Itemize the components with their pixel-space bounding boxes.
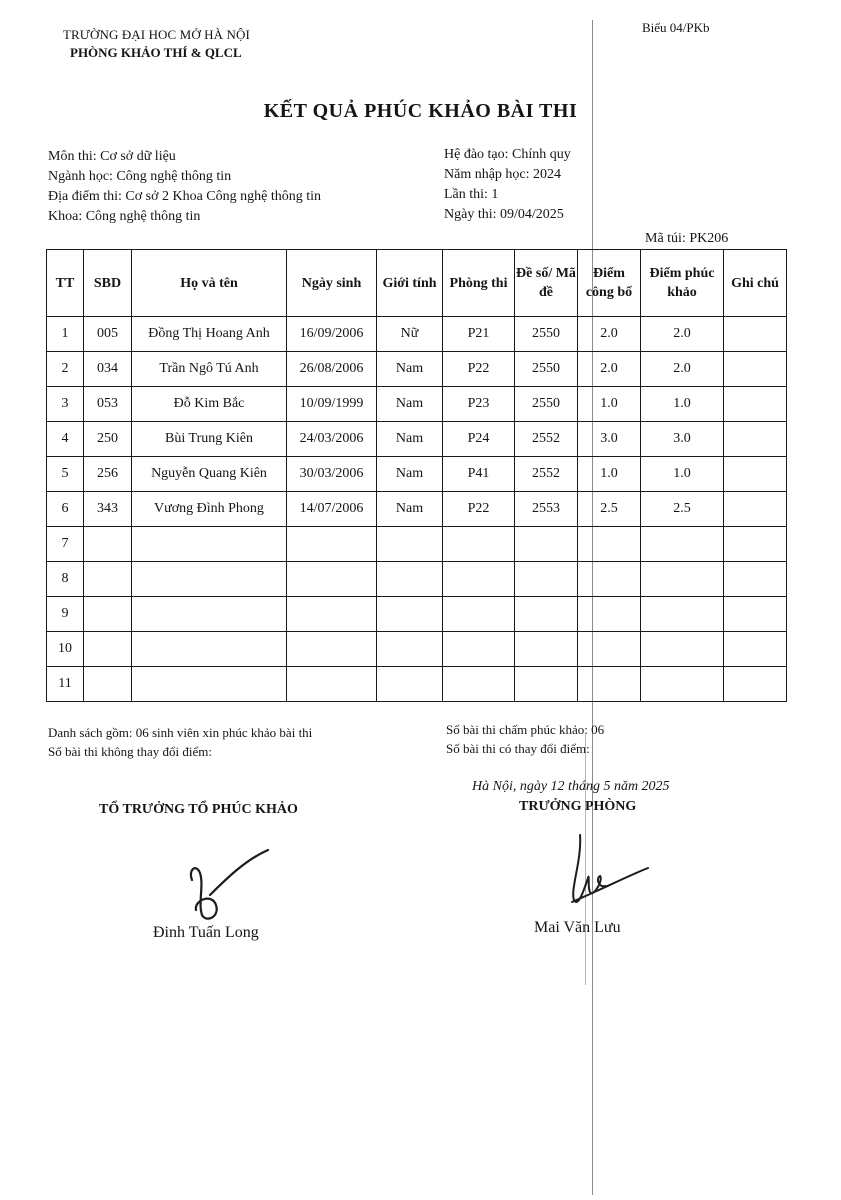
cell-published-score: 2.0 — [578, 352, 641, 387]
cell-gender — [377, 632, 443, 667]
cell-tt: 2 — [47, 352, 84, 387]
cell-exam-room: P21 — [443, 317, 515, 352]
cell-tt: 8 — [47, 562, 84, 597]
left-signer-name: Đinh Tuấn Long — [153, 924, 259, 941]
form-code: Biểu 04/PKb — [642, 20, 710, 35]
cell-birth-date: 30/03/2006 — [287, 457, 377, 492]
cell-published-score: 3.0 — [578, 422, 641, 457]
table-row — [47, 562, 787, 597]
cell-full-name — [132, 597, 287, 632]
cell-published-score — [578, 527, 641, 562]
cell-sbd — [84, 562, 132, 597]
table-row — [47, 422, 787, 457]
cell-birth-date: 10/09/1999 — [287, 387, 377, 422]
cell-sbd: 005 — [84, 317, 132, 352]
major: Ngành học: Công nghệ thông tin — [48, 169, 232, 184]
table-row — [47, 632, 787, 667]
header-tt: TT — [47, 250, 84, 317]
cell-exam-room: P22 — [443, 492, 515, 527]
cell-sbd: 256 — [84, 457, 132, 492]
cell-exam-room — [443, 632, 515, 667]
header-exam-room: Phòng thi — [443, 250, 515, 317]
cell-birth-date: 26/08/2006 — [287, 352, 377, 387]
cell-gender — [377, 562, 443, 597]
header-sbd: SBD — [84, 250, 132, 317]
cell-notes — [724, 597, 787, 632]
faculty: Khoa: Công nghệ thông tin — [48, 209, 201, 224]
cell-notes — [724, 632, 787, 667]
cell-review-score — [641, 632, 724, 667]
cell-exam-room: P24 — [443, 422, 515, 457]
header-exam-code: Đề số/ Mã đề — [515, 250, 578, 317]
training-system: Hệ đào tạo: Chính quy — [444, 147, 571, 162]
exam-location: Địa điểm thi: Cơ sở 2 Khoa Công nghệ thông tin — [48, 189, 322, 204]
cell-published-score: 2.5 — [578, 492, 641, 527]
cell-notes — [724, 387, 787, 422]
cell-full-name: Nguyễn Quang Kiên — [132, 457, 287, 492]
cell-sbd: 250 — [84, 422, 132, 457]
cell-published-score: 2.0 — [578, 317, 641, 352]
cell-exam-room — [443, 667, 515, 702]
cell-gender: Nam — [377, 352, 443, 387]
table-row — [47, 597, 787, 632]
date-place: Hà Nội, ngày 12 tháng 5 năm 2025 — [472, 779, 670, 794]
cell-exam-code — [515, 562, 578, 597]
cell-exam-code: 2550 — [515, 352, 578, 387]
cell-gender — [377, 597, 443, 632]
results-table — [46, 249, 787, 702]
cell-notes — [724, 317, 787, 352]
document-title: KẾT QUẢ PHÚC KHẢO BÀI THI — [263, 100, 578, 122]
right-signature — [560, 830, 660, 920]
cell-exam-code: 2553 — [515, 492, 578, 527]
cell-exam-room — [443, 597, 515, 632]
cell-notes — [724, 352, 787, 387]
cell-review-score: 1.0 — [641, 457, 724, 492]
header-full-name: Họ và tên — [132, 250, 287, 317]
cell-full-name: Bùi Trung Kiên — [132, 422, 287, 457]
cell-review-score — [641, 667, 724, 702]
table-row — [47, 387, 787, 422]
cell-tt: 11 — [47, 667, 84, 702]
summary-changed: Số bài thi có thay đổi điểm: — [446, 741, 590, 756]
table-row — [47, 317, 787, 352]
cell-birth-date: 14/07/2006 — [287, 492, 377, 527]
cell-birth-date — [287, 597, 377, 632]
cell-notes — [724, 667, 787, 702]
header-review-score: Điểm phúc khảo — [641, 250, 724, 317]
cell-published-score — [578, 667, 641, 702]
right-signer-title: TRƯỞNG PHÒNG — [519, 799, 637, 814]
cell-exam-room: P22 — [443, 352, 515, 387]
cell-full-name: Đỗ Kim Bắc — [132, 387, 287, 422]
cell-full-name — [132, 632, 287, 667]
table-row — [47, 667, 787, 702]
cell-sbd: 053 — [84, 387, 132, 422]
table-header-row — [47, 250, 787, 317]
cell-notes — [724, 562, 787, 597]
enrollment-year: Năm nhập học: 2024 — [444, 167, 562, 182]
cell-gender: Nam — [377, 492, 443, 527]
cell-full-name — [132, 667, 287, 702]
cell-review-score — [641, 597, 724, 632]
cell-sbd — [84, 597, 132, 632]
cell-exam-code — [515, 527, 578, 562]
cell-birth-date — [287, 632, 377, 667]
cell-published-score — [578, 632, 641, 667]
header-notes: Ghi chú — [724, 250, 787, 317]
cell-published-score: 1.0 — [578, 387, 641, 422]
bag-code: Mã túi: PK206 — [645, 231, 729, 246]
right-signer-name: Mai Văn Lưu — [534, 919, 621, 936]
cell-notes — [724, 492, 787, 527]
cell-birth-date — [287, 562, 377, 597]
cell-review-score: 1.0 — [641, 387, 724, 422]
cell-full-name: Trần Ngô Tú Anh — [132, 352, 287, 387]
table-row — [47, 527, 787, 562]
cell-notes — [724, 527, 787, 562]
cell-full-name — [132, 562, 287, 597]
cell-tt: 1 — [47, 317, 84, 352]
cell-published-score — [578, 562, 641, 597]
cell-exam-room: P23 — [443, 387, 515, 422]
cell-sbd — [84, 632, 132, 667]
left-signer-title: TỔ TRƯỞNG TỔ PHÚC KHẢO — [99, 802, 298, 817]
cell-full-name: Đồng Thị Hoang Anh — [132, 317, 287, 352]
department-name: PHÒNG KHẢO THÍ & QLCL — [70, 45, 242, 60]
table-row — [47, 352, 787, 387]
cell-review-score: 2.0 — [641, 352, 724, 387]
cell-published-score: 1.0 — [578, 457, 641, 492]
header-birth-date: Ngày sinh — [287, 250, 377, 317]
summary-unchanged: Số bài thi không thay đổi điểm: — [48, 744, 212, 759]
cell-birth-date — [287, 527, 377, 562]
header-gender: Giới tính — [377, 250, 443, 317]
cell-notes — [724, 422, 787, 457]
table-row — [47, 457, 787, 492]
exam-attempt: Lần thi: 1 — [444, 187, 499, 202]
cell-tt: 10 — [47, 632, 84, 667]
university-name: TRƯỜNG ĐẠI HOC MỞ HÀ NỘI — [63, 27, 250, 42]
cell-published-score — [578, 597, 641, 632]
cell-gender — [377, 527, 443, 562]
cell-tt: 7 — [47, 527, 84, 562]
cell-review-score: 3.0 — [641, 422, 724, 457]
cell-exam-room — [443, 527, 515, 562]
cell-full-name: Vương Đình Phong — [132, 492, 287, 527]
cell-tt: 3 — [47, 387, 84, 422]
cell-exam-code — [515, 632, 578, 667]
cell-exam-code: 2550 — [515, 317, 578, 352]
cell-exam-code — [515, 597, 578, 632]
cell-exam-code: 2552 — [515, 457, 578, 492]
header-published-score: Điểm công bố — [578, 250, 641, 317]
cell-birth-date: 16/09/2006 — [287, 317, 377, 352]
cell-gender: Nam — [377, 457, 443, 492]
cell-gender: Nam — [377, 422, 443, 457]
cell-exam-code: 2552 — [515, 422, 578, 457]
cell-full-name — [132, 527, 287, 562]
cell-notes — [724, 457, 787, 492]
cell-birth-date: 24/03/2006 — [287, 422, 377, 457]
cell-gender: Nam — [377, 387, 443, 422]
cell-review-score — [641, 527, 724, 562]
cell-exam-code — [515, 667, 578, 702]
cell-sbd: 034 — [84, 352, 132, 387]
exam-date: Ngày thi: 09/04/2025 — [444, 207, 564, 222]
summary-total: Danh sách gồm: 06 sinh viên xin phúc khảo bài thi — [48, 725, 313, 740]
cell-tt: 6 — [47, 492, 84, 527]
cell-exam-room: P41 — [443, 457, 515, 492]
cell-sbd — [84, 667, 132, 702]
cell-tt: 5 — [47, 457, 84, 492]
cell-tt: 9 — [47, 597, 84, 632]
left-signature — [180, 845, 280, 925]
cell-review-score: 2.0 — [641, 317, 724, 352]
cell-review-score — [641, 562, 724, 597]
cell-sbd: 343 — [84, 492, 132, 527]
cell-exam-room — [443, 562, 515, 597]
cell-review-score: 2.5 — [641, 492, 724, 527]
cell-exam-code: 2550 — [515, 387, 578, 422]
table-row — [47, 492, 787, 527]
exam-subject: Môn thi: Cơ sở dữ liệu — [48, 149, 176, 164]
summary-regraded: Số bài thi chấm phúc khảo: 06 — [446, 722, 605, 737]
cell-gender — [377, 667, 443, 702]
cell-tt: 4 — [47, 422, 84, 457]
cell-birth-date — [287, 667, 377, 702]
cell-sbd — [84, 527, 132, 562]
cell-gender: Nữ — [377, 317, 443, 352]
